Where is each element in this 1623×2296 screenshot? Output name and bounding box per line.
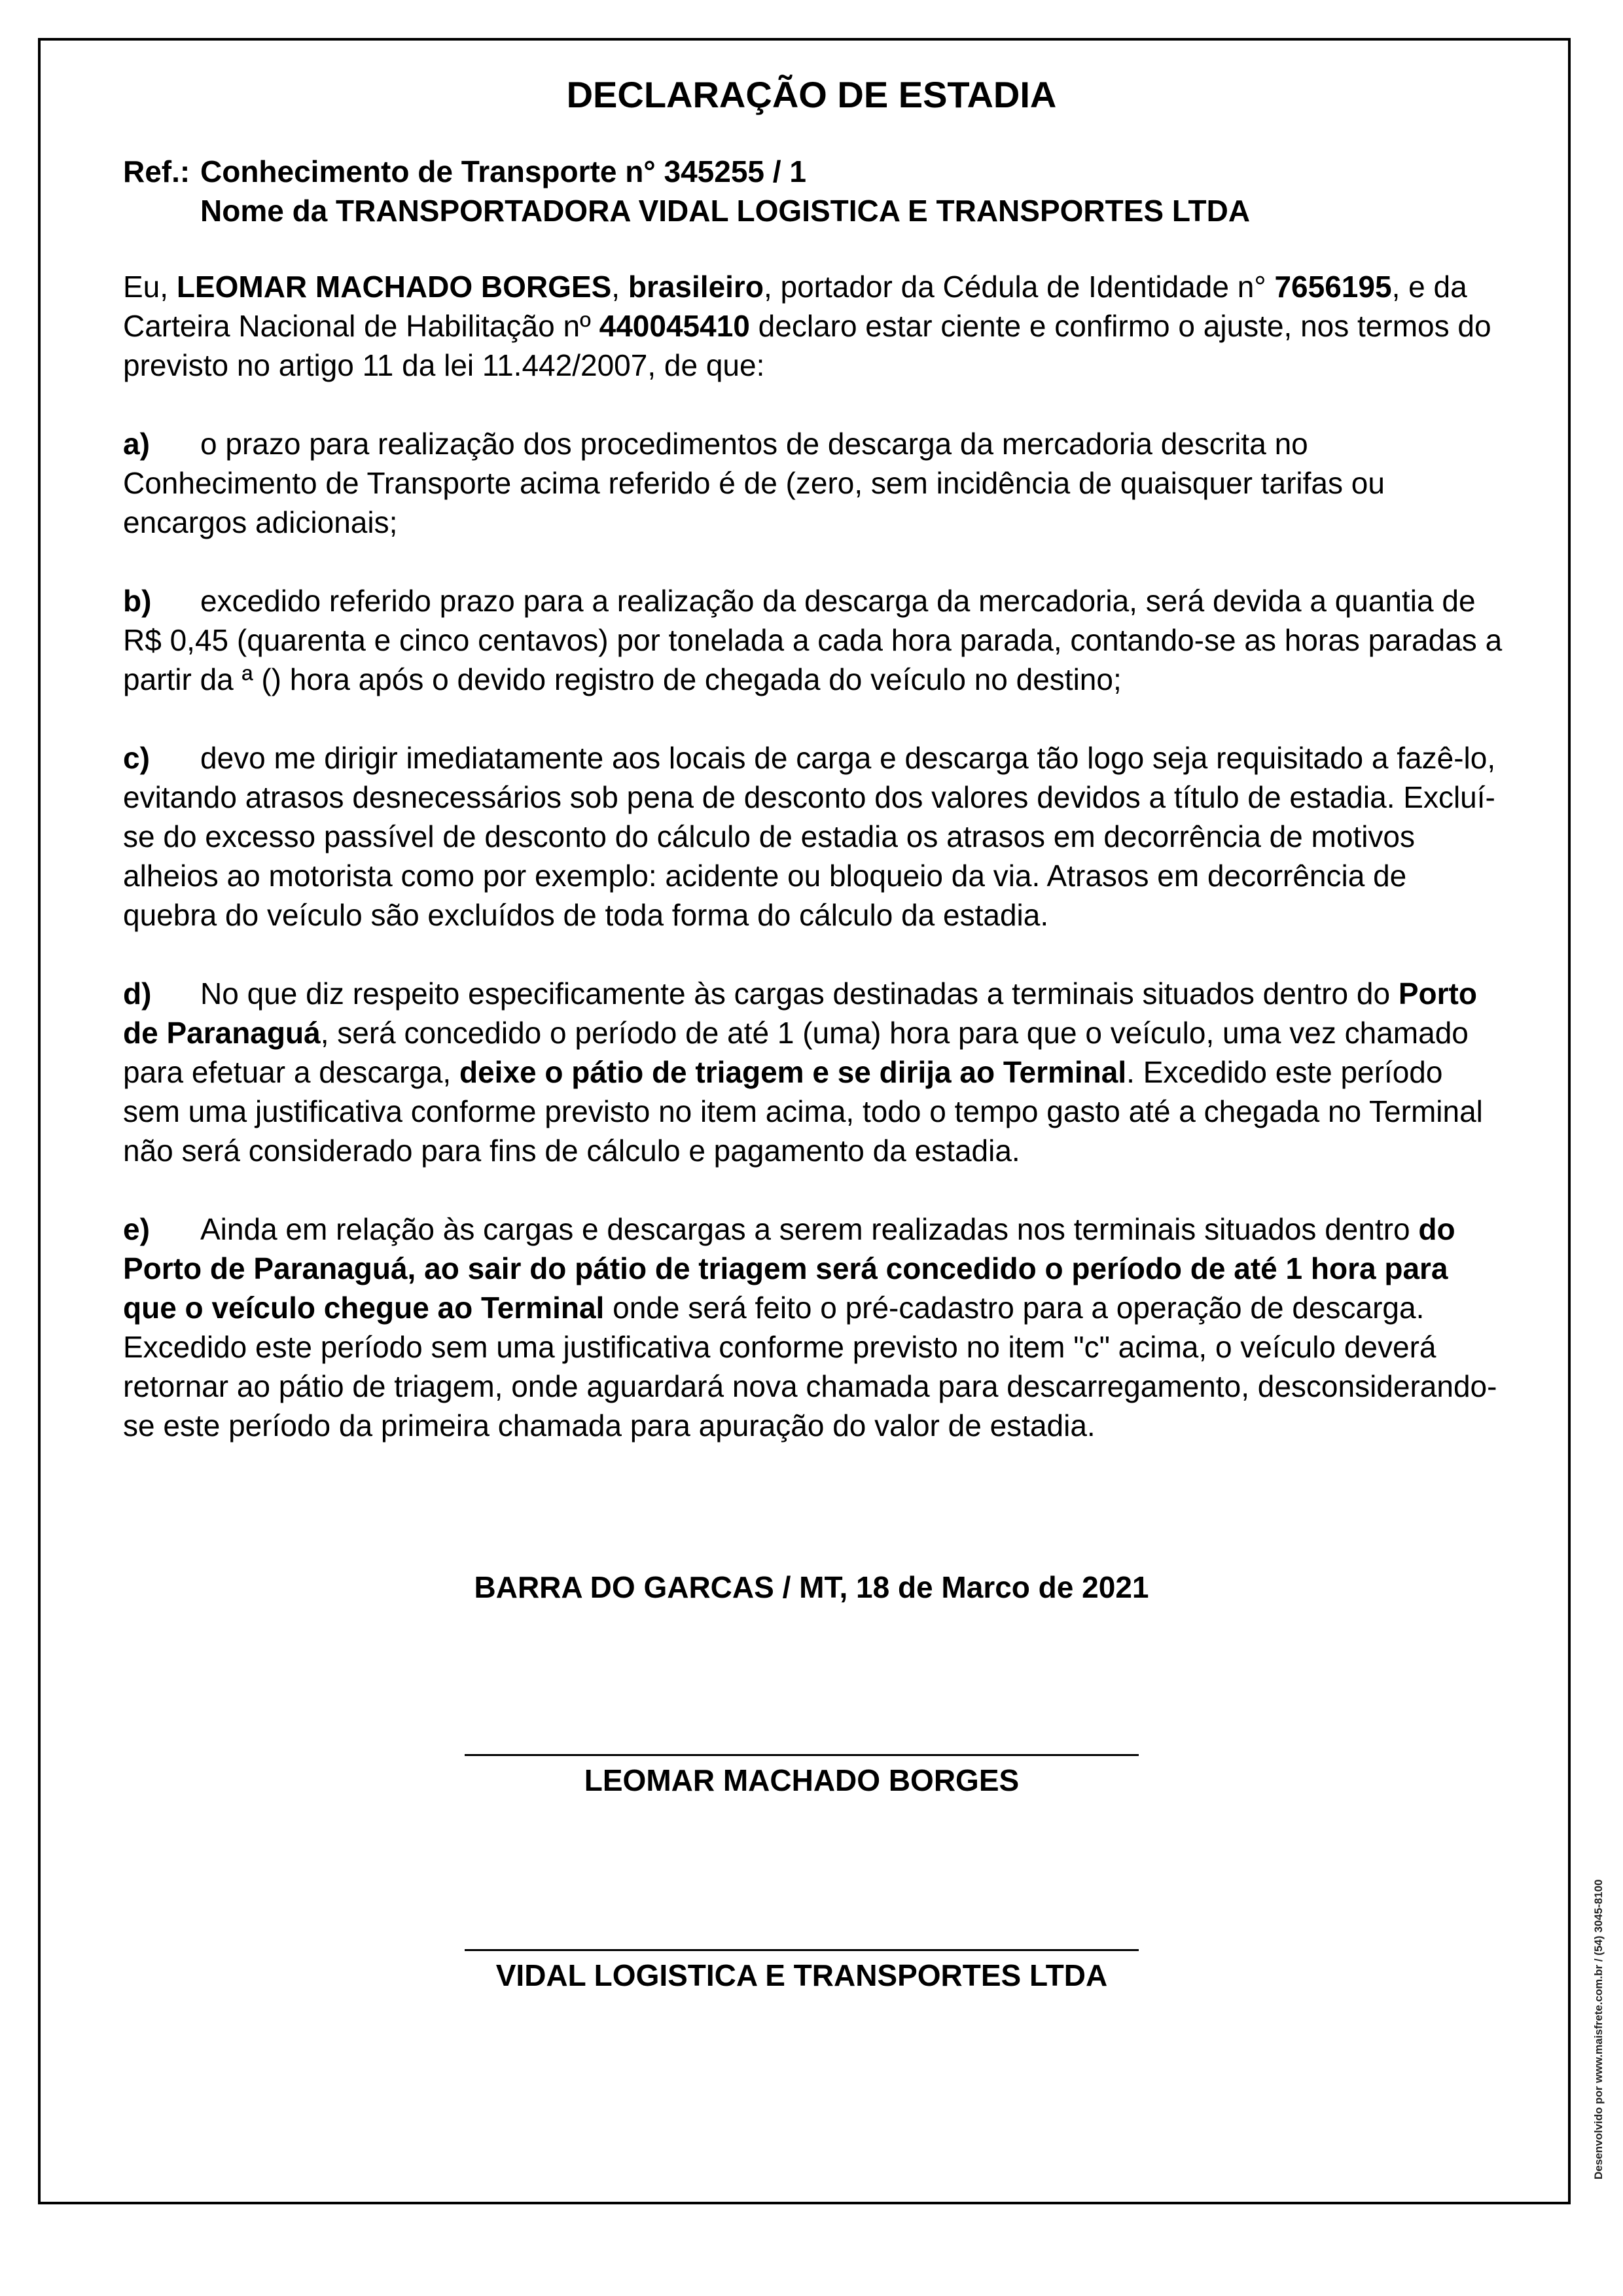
- item-d-emphasis: Porto de Paranaguá: [123, 977, 1477, 1050]
- item-c: [123, 738, 1505, 935]
- item-e-text: onde será feito o pré-cadastro para a operação de descarga. Excedido este período sem uma justificativa conforme previsto no item "c" acima, o veículo deverá retornar ao pátio de triagem, onde aguardará nova chamada para descarregamento, desconsiderando-se este período da primeira chamada para apuração do valor de estadia.: [123, 1291, 1497, 1443]
- driver-signature-line: [465, 1754, 1139, 1756]
- item-b: [123, 581, 1505, 699]
- company-signature-name: VIDAL LOGISTICA E TRANSPORTES LTDA: [495, 1958, 1108, 1992]
- item-d-label: d): [123, 977, 152, 1011]
- place-date: BARRA DO GARCAS / MT, 18 de Marco de 2021: [474, 1570, 1149, 1604]
- item-e: [123, 1210, 1505, 1445]
- item-b-label: b): [123, 584, 152, 618]
- intro-text: declaro estar ciente e confirmo o ajuste, nos termos do previsto no artigo 11 da lei 11.442/2007, de que:: [123, 309, 1491, 382]
- intro-text: Eu,: [123, 270, 177, 304]
- developer-credit: Desenvolvido por www.maisfrete.com.br / (54) 3045-8100: [1592, 1879, 1605, 2179]
- intro-text: ,: [611, 270, 628, 304]
- ref-transport-doc: Conhecimento de Transporte n° 345255 / 1: [200, 154, 806, 188]
- item-e-text: Ainda em relação às cargas e descargas a serem realizadas nos terminais situados dentro: [200, 1212, 1419, 1246]
- item-a: [123, 424, 1505, 542]
- item-e-emphasis: do Porto de Paranaguá, ao sair do pátio de triagem será concedido o período de até 1 hora para que o veículo chegue ao Terminal: [123, 1212, 1455, 1325]
- item-c-label: c): [123, 741, 150, 775]
- reference-block: [123, 152, 1505, 230]
- driver-name: LEOMAR MACHADO BORGES: [176, 270, 612, 304]
- item-d-text: , será concedido o período de até 1 (uma) hora para que o veículo, uma vez chamado para efetuar a descarga,: [123, 1016, 1469, 1089]
- nationality: brasileiro: [628, 270, 764, 304]
- ref-carrier-name: Nome da TRANSPORTADORA VIDAL LOGISTICA E TRANSPORTES LTDA: [200, 194, 1251, 228]
- item-e-label: e): [123, 1212, 150, 1246]
- license-number: 440045410: [599, 309, 750, 343]
- ref-label: Ref.:: [123, 154, 190, 188]
- driver-signature-name: LEOMAR MACHADO BORGES: [584, 1763, 1020, 1797]
- intro-text: , portador da Cédula de Identidade n°: [763, 270, 1275, 304]
- item-d: [123, 974, 1505, 1170]
- item-a-text: o prazo para realização dos procedimentos de descarga da mercadoria descrita no Conhecimento de Transporte acima referido é de (zero, sem incidência de quaisquer tarifas ou encargos adicionais;: [123, 427, 1385, 539]
- item-d-text: . Excedido este período sem uma justificativa conforme previsto no item acima, todo o tempo gasto até a chegada no Terminal não será considerado para fins de cálculo e pagamento da estadia.: [123, 1055, 1483, 1168]
- id-number: 7656195: [1274, 270, 1392, 304]
- item-c-text: devo me dirigir imediatamente aos locais de carga e descarga tão logo seja requisitado a fazê-lo, evitando atrasos desnecessários sob pena de desconto dos valores devidos a título de estadia. Excluí-se do excesso passível de desconto do cálculo de estadia os atrasos em decorrência de motivos alheios ao motorista como por exemplo: acidente ou bloqueio da via. Atrasos em decorrência de quebra do veículo são excluídos de toda forma do cálculo da estadia.: [123, 741, 1496, 932]
- item-a-label: a): [123, 427, 150, 461]
- item-b-text: excedido referido prazo para a realização da descarga da mercadoria, será devida a quantia de R$ 0,45 (quarenta e cinco centavos) por tonelada a cada hora parada, contando-se as horas paradas a partir da ª () hora após o devido registro de chegada do veículo no destino;: [123, 584, 1503, 696]
- document-title: DECLARAÇÃO DE ESTADIA: [566, 74, 1057, 115]
- intro-text: , e da Carteira Nacional de Habilitação nº: [123, 270, 1467, 343]
- item-d-emphasis: deixe o pátio de triagem e se dirija ao Terminal: [459, 1055, 1127, 1089]
- intro-paragraph: [123, 267, 1505, 385]
- company-signature-line: [465, 1949, 1139, 1951]
- item-d-text: No que diz respeito especificamente às cargas destinadas a terminais situados dentro do: [200, 977, 1399, 1011]
- declaration-body: [123, 267, 1505, 1484]
